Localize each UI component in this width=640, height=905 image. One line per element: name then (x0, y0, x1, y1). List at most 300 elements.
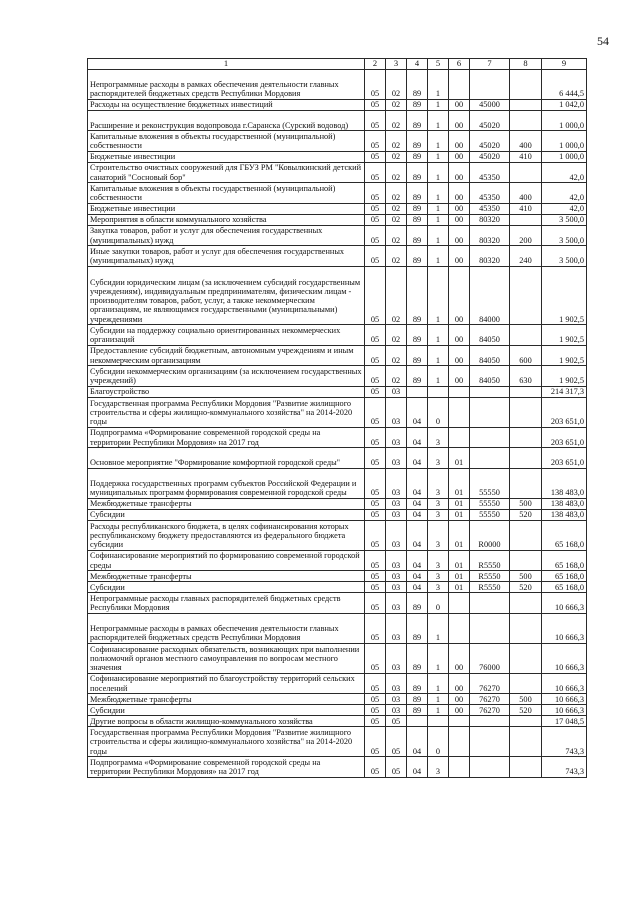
row-direction-cell: 45020 (470, 131, 510, 152)
row-expense-type-cell (510, 214, 542, 225)
row-subprogram-cell: 3 (428, 498, 449, 509)
row-subprogram-cell: 3 (428, 509, 449, 520)
row-program-cell: 04 (407, 498, 428, 509)
header-cell: 8 (510, 59, 542, 70)
row-name-cell: Софинансирование мероприятий по формированию современной городской среды (88, 550, 365, 571)
row-expense-type-cell: 200 (510, 225, 542, 246)
row-subsection-cell: 03 (386, 468, 407, 498)
row-program-cell: 89 (407, 673, 428, 694)
row-expense-type-cell (510, 593, 542, 614)
table-row (88, 386, 587, 397)
table-row (88, 694, 587, 705)
row-activity-cell: 00 (449, 246, 470, 267)
row-subprogram-cell: 3 (428, 582, 449, 593)
row-activity-cell: 01 (449, 448, 470, 469)
header-cell: 1 (88, 59, 365, 70)
row-program-cell (407, 716, 428, 727)
row-subsection-cell: 02 (386, 266, 407, 325)
row-expense-type-cell: 630 (510, 366, 542, 387)
row-direction-cell: 45350 (470, 183, 510, 204)
row-amount-cell: 1 000,0 (542, 110, 587, 131)
row-section-cell: 05 (365, 705, 386, 716)
row-amount-cell: 1 000,0 (542, 131, 587, 152)
row-section-cell: 05 (365, 99, 386, 110)
header-cell: 4 (407, 59, 428, 70)
row-subsection-cell: 03 (386, 448, 407, 469)
row-section-cell: 05 (365, 325, 386, 346)
row-direction-cell (470, 613, 510, 643)
row-amount-cell: 1 902,5 (542, 325, 587, 346)
row-activity-cell: 00 (449, 673, 470, 694)
row-name-cell: Непрограммные расходы в рамках обеспечения деятельности главных распорядителей бюджетных средств Республики Мордовия (88, 613, 365, 643)
row-direction-cell: R5550 (470, 571, 510, 582)
row-activity-cell: 00 (449, 162, 470, 183)
row-direction-cell: 76000 (470, 643, 510, 673)
row-program-cell: 04 (407, 468, 428, 498)
row-section-cell: 05 (365, 498, 386, 509)
header-cell: 9 (542, 59, 587, 70)
row-name-cell: Иные закупки товаров, работ и услуг для обеспечения государственных (муниципальных) нужд (88, 246, 365, 267)
row-name-cell: Поддержка государственных программ субъектов Российской Федерации и муниципальных программ формирования современной городской среды (88, 468, 365, 498)
row-name-cell: Основное мероприятие "Формирование комфортной городской среды" (88, 448, 365, 469)
row-name-cell: Бюджетные инвестиции (88, 203, 365, 214)
row-subprogram-cell: 1 (428, 325, 449, 346)
row-direction-cell (470, 727, 510, 757)
row-amount-cell: 10 666,3 (542, 613, 587, 643)
row-expense-type-cell: 240 (510, 246, 542, 267)
row-expense-type-cell (510, 99, 542, 110)
row-program-cell: 89 (407, 214, 428, 225)
header-cell: 7 (470, 59, 510, 70)
row-subsection-cell: 02 (386, 225, 407, 246)
row-program-cell: 04 (407, 550, 428, 571)
row-direction-cell: 76270 (470, 673, 510, 694)
row-activity-cell (449, 397, 470, 427)
row-expense-type-cell: 500 (510, 571, 542, 582)
row-subprogram-cell: 0 (428, 593, 449, 614)
row-amount-cell: 65 168,0 (542, 571, 587, 582)
row-direction-cell: 80320 (470, 214, 510, 225)
row-activity-cell: 01 (449, 509, 470, 520)
table-row (88, 345, 587, 366)
table-row (88, 613, 587, 643)
row-activity-cell: 00 (449, 694, 470, 705)
row-program-cell: 89 (407, 69, 428, 99)
row-amount-cell: 203 651,0 (542, 427, 587, 448)
row-section-cell: 05 (365, 427, 386, 448)
row-subsection-cell: 02 (386, 110, 407, 131)
row-section-cell: 05 (365, 203, 386, 214)
row-activity-cell: 01 (449, 520, 470, 550)
table-row (88, 162, 587, 183)
row-amount-cell: 6 444,5 (542, 69, 587, 99)
row-direction-cell (470, 427, 510, 448)
row-program-cell: 89 (407, 151, 428, 162)
row-subprogram-cell: 1 (428, 110, 449, 131)
row-subprogram-cell: 3 (428, 448, 449, 469)
row-expense-type-cell (510, 397, 542, 427)
row-direction-cell (470, 386, 510, 397)
row-section-cell: 05 (365, 345, 386, 366)
row-subprogram-cell: 3 (428, 427, 449, 448)
row-section-cell: 05 (365, 366, 386, 387)
row-direction-cell: 76270 (470, 694, 510, 705)
row-subsection-cell: 02 (386, 325, 407, 346)
row-name-cell: Другие вопросы в области жилищно-коммунального хозяйства (88, 716, 365, 727)
row-expense-type-cell (510, 266, 542, 325)
row-activity-cell (449, 757, 470, 778)
row-direction-cell (470, 69, 510, 99)
row-subprogram-cell: 1 (428, 643, 449, 673)
row-section-cell: 05 (365, 593, 386, 614)
row-section-cell: 05 (365, 448, 386, 469)
row-name-cell: Межбюджетные трансферты (88, 498, 365, 509)
row-activity-cell: 00 (449, 203, 470, 214)
row-section-cell: 05 (365, 214, 386, 225)
table-row (88, 325, 587, 346)
row-section-cell: 05 (365, 151, 386, 162)
row-amount-cell: 3 500,0 (542, 214, 587, 225)
row-amount-cell: 42,0 (542, 183, 587, 204)
row-program-cell: 89 (407, 705, 428, 716)
row-program-cell: 89 (407, 131, 428, 152)
row-subsection-cell: 02 (386, 99, 407, 110)
row-activity-cell: 00 (449, 705, 470, 716)
row-amount-cell: 1 902,5 (542, 366, 587, 387)
row-activity-cell: 00 (449, 214, 470, 225)
row-expense-type-cell (510, 325, 542, 346)
row-expense-type-cell (510, 643, 542, 673)
row-activity-cell (449, 593, 470, 614)
row-activity-cell: 01 (449, 582, 470, 593)
row-name-cell: Расходы республиканского бюджета, в целях софинансирования которых республиканскому бюджету предоставляются из федерального бюджета субсидии (88, 520, 365, 550)
row-expense-type-cell: 520 (510, 509, 542, 520)
row-expense-type-cell (510, 69, 542, 99)
row-subprogram-cell: 3 (428, 571, 449, 582)
page-number: 54 (597, 34, 609, 48)
row-subprogram-cell: 1 (428, 673, 449, 694)
row-section-cell: 05 (365, 571, 386, 582)
row-program-cell: 89 (407, 593, 428, 614)
row-direction-cell: 84000 (470, 266, 510, 325)
row-subprogram-cell: 1 (428, 246, 449, 267)
row-activity-cell: 01 (449, 571, 470, 582)
row-subsection-cell: 05 (386, 716, 407, 727)
row-direction-cell (470, 593, 510, 614)
row-name-cell: Мероприятия в области коммунального хозяйства (88, 214, 365, 225)
row-program-cell: 89 (407, 325, 428, 346)
row-amount-cell: 203 651,0 (542, 397, 587, 427)
row-subsection-cell: 05 (386, 757, 407, 778)
row-amount-cell: 1 042,0 (542, 99, 587, 110)
row-section-cell: 05 (365, 386, 386, 397)
table-row (88, 397, 587, 427)
row-expense-type-cell (510, 162, 542, 183)
row-program-cell: 04 (407, 448, 428, 469)
row-activity-cell (449, 386, 470, 397)
row-program-cell: 89 (407, 643, 428, 673)
row-section-cell: 05 (365, 613, 386, 643)
row-subsection-cell: 02 (386, 214, 407, 225)
row-direction-cell: 55550 (470, 498, 510, 509)
row-program-cell: 89 (407, 366, 428, 387)
row-amount-cell: 3 500,0 (542, 246, 587, 267)
table-body (88, 69, 587, 777)
row-activity-cell: 00 (449, 131, 470, 152)
row-subsection-cell: 02 (386, 69, 407, 99)
row-subprogram-cell: 1 (428, 266, 449, 325)
table-row (88, 131, 587, 152)
row-amount-cell: 1 902,5 (542, 345, 587, 366)
row-activity-cell: 00 (449, 366, 470, 387)
row-expense-type-cell: 520 (510, 582, 542, 593)
row-section-cell: 05 (365, 397, 386, 427)
row-direction-cell (470, 397, 510, 427)
row-section-cell: 05 (365, 509, 386, 520)
row-name-cell: Субсидии (88, 705, 365, 716)
row-expense-type-cell: 500 (510, 498, 542, 509)
row-name-cell: Софинансирование мероприятий по благоустройству территорий сельских поселений (88, 673, 365, 694)
row-amount-cell: 10 666,3 (542, 705, 587, 716)
row-name-cell: Благоустройство (88, 386, 365, 397)
row-direction-cell: 45350 (470, 203, 510, 214)
row-subsection-cell: 03 (386, 694, 407, 705)
row-section-cell: 05 (365, 757, 386, 778)
row-program-cell: 89 (407, 162, 428, 183)
row-subsection-cell: 03 (386, 509, 407, 520)
row-section-cell: 05 (365, 266, 386, 325)
row-amount-cell: 3 500,0 (542, 225, 587, 246)
row-name-cell: Субсидии (88, 582, 365, 593)
table-row (88, 498, 587, 509)
table-row (88, 643, 587, 673)
row-direction-cell: R5550 (470, 550, 510, 571)
row-program-cell: 89 (407, 694, 428, 705)
row-name-cell: Субсидии некоммерческим организациям (за исключением государственных учреждений) (88, 366, 365, 387)
row-subprogram-cell: 1 (428, 203, 449, 214)
table-row (88, 550, 587, 571)
row-name-cell: Субсидии на поддержку социально ориентированных некоммерческих организаций (88, 325, 365, 346)
table-row (88, 214, 587, 225)
row-program-cell: 04 (407, 727, 428, 757)
row-expense-type-cell: 410 (510, 151, 542, 162)
row-name-cell: Предоставление субсидий бюджетным, автономным учреждениям и иным некоммерческим организациям (88, 345, 365, 366)
row-expense-type-cell (510, 427, 542, 448)
row-program-cell: 89 (407, 183, 428, 204)
row-subprogram-cell: 0 (428, 727, 449, 757)
row-direction-cell: 45350 (470, 162, 510, 183)
row-program-cell: 04 (407, 397, 428, 427)
row-subsection-cell: 02 (386, 131, 407, 152)
table-row (88, 366, 587, 387)
row-subprogram-cell: 1 (428, 366, 449, 387)
row-amount-cell: 42,0 (542, 203, 587, 214)
row-expense-type-cell (510, 448, 542, 469)
row-section-cell: 05 (365, 183, 386, 204)
table-row (88, 225, 587, 246)
row-subprogram-cell (428, 386, 449, 397)
table-row (88, 151, 587, 162)
row-subsection-cell: 03 (386, 498, 407, 509)
row-direction-cell: 45000 (470, 99, 510, 110)
row-direction-cell: 45020 (470, 110, 510, 131)
row-subprogram-cell: 3 (428, 468, 449, 498)
row-direction-cell: 55550 (470, 468, 510, 498)
table-row (88, 110, 587, 131)
table-row (88, 448, 587, 469)
row-activity-cell: 01 (449, 498, 470, 509)
row-subprogram-cell: 3 (428, 757, 449, 778)
row-name-cell: Строительство очистных сооружений для ГБУЗ РМ "Ковылкинский детский санаторий "Сосновый бор" (88, 162, 365, 183)
row-subprogram-cell: 1 (428, 69, 449, 99)
row-direction-cell: 84050 (470, 345, 510, 366)
row-subprogram-cell: 0 (428, 397, 449, 427)
row-program-cell: 04 (407, 582, 428, 593)
row-activity-cell: 00 (449, 110, 470, 131)
row-name-cell: Государственная программа Республики Мордовия "Развитие жилищного строительства и сферы жилищно-коммунального хозяйства" на 2014-2020 годы (88, 397, 365, 427)
row-program-cell: 89 (407, 266, 428, 325)
row-section-cell: 05 (365, 246, 386, 267)
row-section-cell: 05 (365, 520, 386, 550)
table-row (88, 716, 587, 727)
row-section-cell: 05 (365, 582, 386, 593)
header-cell: 6 (449, 59, 470, 70)
row-section-cell: 05 (365, 673, 386, 694)
row-expense-type-cell: 500 (510, 694, 542, 705)
row-amount-cell: 65 168,0 (542, 582, 587, 593)
table-row (88, 593, 587, 614)
table-row (88, 509, 587, 520)
row-program-cell: 04 (407, 509, 428, 520)
row-expense-type-cell (510, 673, 542, 694)
row-direction-cell: R0000 (470, 520, 510, 550)
row-activity-cell: 00 (449, 225, 470, 246)
row-subsection-cell: 03 (386, 613, 407, 643)
row-subprogram-cell: 1 (428, 162, 449, 183)
table-row (88, 183, 587, 204)
row-direction-cell: 80320 (470, 246, 510, 267)
row-direction-cell: 45020 (470, 151, 510, 162)
row-subprogram-cell: 3 (428, 550, 449, 571)
row-section-cell: 05 (365, 727, 386, 757)
row-name-cell: Подпрограмма «Формирование современной городской среды на территории Республики Мордовия» на 2017 год (88, 427, 365, 448)
row-amount-cell: 10 666,3 (542, 593, 587, 614)
row-name-cell: Субсидии юридическим лицам (за исключением субсидий государственным учреждениям), индивидуальным предпринимателям, физическим лицам - производителям товаров, работ, услуг, а также некоммерческим организациям, не являющимся государственными (муниципальными) учреждениями (88, 266, 365, 325)
row-subsection-cell: 02 (386, 183, 407, 204)
row-section-cell: 05 (365, 69, 386, 99)
header-cell: 5 (428, 59, 449, 70)
row-direction-cell (470, 716, 510, 727)
row-name-cell: Субсидии (88, 509, 365, 520)
row-expense-type-cell: 400 (510, 131, 542, 152)
row-name-cell: Закупка товаров, работ и услуг для обеспечения государственных (муниципальных) нужд (88, 225, 365, 246)
row-direction-cell: 76270 (470, 705, 510, 716)
row-activity-cell: 00 (449, 345, 470, 366)
row-subsection-cell: 03 (386, 643, 407, 673)
table-header-row (88, 59, 587, 70)
table-row (88, 520, 587, 550)
row-amount-cell: 17 048,5 (542, 716, 587, 727)
row-subprogram-cell: 3 (428, 520, 449, 550)
row-subprogram-cell: 1 (428, 214, 449, 225)
row-subsection-cell: 02 (386, 246, 407, 267)
row-program-cell (407, 386, 428, 397)
row-amount-cell: 65 168,0 (542, 550, 587, 571)
row-amount-cell: 138 483,0 (542, 498, 587, 509)
row-program-cell: 89 (407, 225, 428, 246)
row-direction-cell: 84050 (470, 366, 510, 387)
row-activity-cell: 01 (449, 468, 470, 498)
row-name-cell: Межбюджетные трансферты (88, 571, 365, 582)
row-name-cell: Государственная программа Республики Мордовия "Развитие жилищного строительства и сферы жилищно-коммунального хозяйства" на 2014-2020 годы (88, 727, 365, 757)
row-subsection-cell: 03 (386, 520, 407, 550)
row-program-cell: 89 (407, 203, 428, 214)
row-amount-cell: 138 483,0 (542, 468, 587, 498)
row-program-cell: 04 (407, 427, 428, 448)
row-subprogram-cell: 1 (428, 613, 449, 643)
row-expense-type-cell (510, 110, 542, 131)
row-name-cell: Бюджетные инвестиции (88, 151, 365, 162)
table-row (88, 69, 587, 99)
row-program-cell: 89 (407, 110, 428, 131)
row-activity-cell (449, 716, 470, 727)
row-subsection-cell: 05 (386, 727, 407, 757)
row-subprogram-cell: 1 (428, 131, 449, 152)
row-subprogram-cell: 1 (428, 694, 449, 705)
row-section-cell: 05 (365, 110, 386, 131)
table-row (88, 582, 587, 593)
row-amount-cell: 214 317,3 (542, 386, 587, 397)
row-program-cell: 04 (407, 571, 428, 582)
row-name-cell: Непрограммные расходы главных распорядителей бюджетных средств Республики Мордовия (88, 593, 365, 614)
budget-table (87, 58, 587, 778)
row-program-cell: 89 (407, 99, 428, 110)
row-expense-type-cell (510, 613, 542, 643)
row-program-cell: 89 (407, 613, 428, 643)
row-subsection-cell: 03 (386, 571, 407, 582)
row-direction-cell: 80320 (470, 225, 510, 246)
row-subprogram-cell: 1 (428, 99, 449, 110)
row-name-cell: Капитальные вложения в объекты государственной (муниципальной) собственности (88, 131, 365, 152)
row-section-cell: 05 (365, 162, 386, 183)
header-cell: 2 (365, 59, 386, 70)
row-direction-cell: 84050 (470, 325, 510, 346)
row-subsection-cell: 03 (386, 705, 407, 716)
row-activity-cell: 00 (449, 266, 470, 325)
row-amount-cell: 743,3 (542, 757, 587, 778)
row-expense-type-cell (510, 757, 542, 778)
row-expense-type-cell (510, 520, 542, 550)
row-section-cell: 05 (365, 131, 386, 152)
row-subprogram-cell: 1 (428, 225, 449, 246)
row-expense-type-cell (510, 386, 542, 397)
row-expense-type-cell: 410 (510, 203, 542, 214)
row-subsection-cell: 02 (386, 345, 407, 366)
row-amount-cell: 138 483,0 (542, 509, 587, 520)
row-expense-type-cell (510, 716, 542, 727)
row-activity-cell (449, 427, 470, 448)
row-subprogram-cell: 1 (428, 705, 449, 716)
row-name-cell: Софинансирование расходных обязательств, возникающих при выполнении полномочий органов местного самоуправления по вопросам местного значения (88, 643, 365, 673)
table-row (88, 673, 587, 694)
row-amount-cell: 1 000,0 (542, 151, 587, 162)
row-subprogram-cell: 1 (428, 151, 449, 162)
row-subsection-cell: 03 (386, 397, 407, 427)
row-section-cell: 05 (365, 643, 386, 673)
row-amount-cell: 10 666,3 (542, 694, 587, 705)
row-name-cell: Капитальные вложения в объекты государственной (муниципальной) собственности (88, 183, 365, 204)
row-direction-cell (470, 448, 510, 469)
